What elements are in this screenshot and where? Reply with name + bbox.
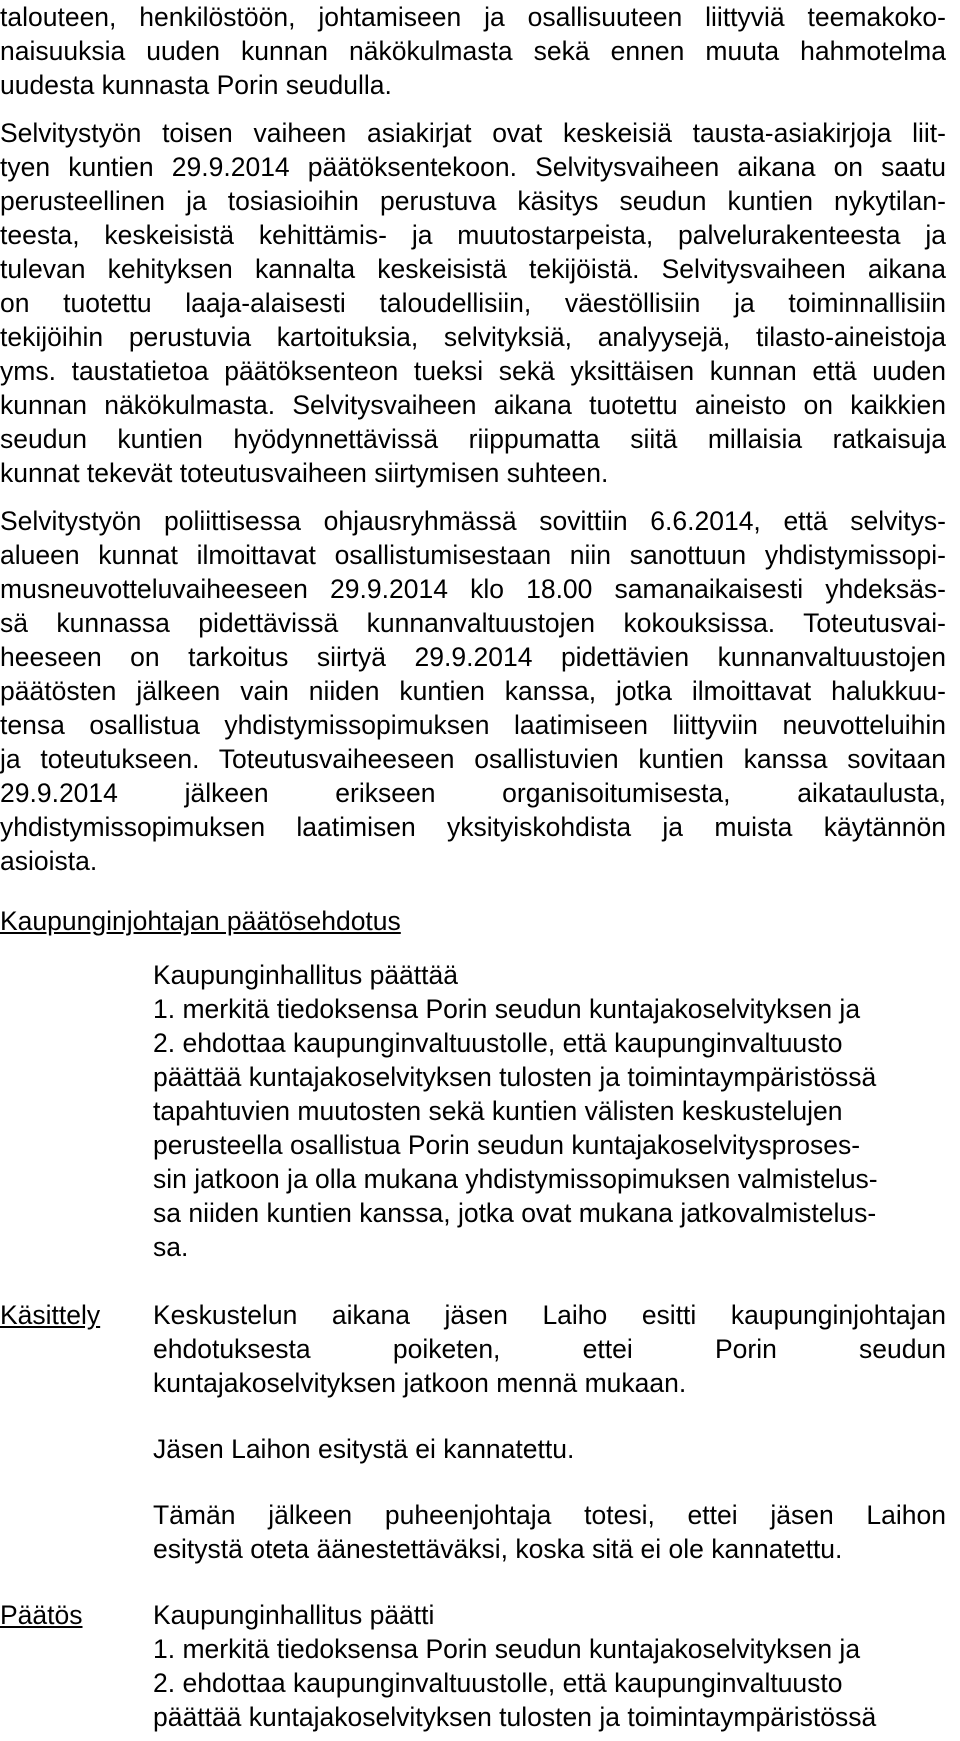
para2-line-3: perusteellinen ja tosiasioihin perustuva käsitys seudun kuntien nykytilan-: [0, 186, 946, 216]
para3-line-10: yhdistymissopimuksen laatimisen yksityiskohdista ja muista käytännön: [0, 812, 946, 842]
handling-p1-line-3: kuntajakoselvityksen jatkoon mennä mukaan.: [153, 1368, 687, 1398]
para3-line-11: asioista.: [0, 846, 98, 876]
proposal-heading: Kaupunginjohtajan päätösehdotus: [0, 906, 401, 936]
para2-line-9: kunnan näkökulmasta. Selvitysvaiheen aikana tuotettu aineisto on kaikkien: [0, 390, 946, 420]
para2-line-10: seudun kuntien hyödynnettävissä riippumatta siitä millaisia ratkaisuja: [0, 424, 946, 454]
para2-line-4: teesta, keskeisistä kehittämis- ja muutostarpeista, palvelurakenteesta ja: [0, 220, 946, 250]
decision-line-4: päättää kuntajakoselvityksen tulosten ja toimintaympäristössä: [153, 1702, 877, 1732]
para3-line-1: Selvitystyön poliittisessa ohjausryhmässä sovittiin 6.6.2014, että selvitys-: [0, 506, 946, 536]
decision-label: Päätös: [0, 1600, 83, 1630]
proposal-line-3: 2. ehdottaa kaupunginvaltuustolle, että kaupunginvaltuusto: [153, 1028, 843, 1058]
handling-label: Käsittely: [0, 1300, 101, 1330]
handling-p2: Jäsen Laihon esitystä ei kannatettu.: [153, 1434, 575, 1464]
intro-line-1: talouteen, henkilöstöön, johtamiseen ja osallisuuteen liittyviä teemakoko-: [0, 2, 946, 32]
para2-line-2: tyen kuntien 29.9.2014 päätöksentekoon. Selvitysvaiheen aikana on saatu: [0, 152, 946, 182]
intro-line-3: uudesta kunnasta Porin seudulla.: [0, 70, 392, 100]
para2-line-11: kunnat tekevät toteutusvaiheen siirtymisen suhteen.: [0, 458, 609, 488]
para2-line-8: yms. taustatietoa päätöksenteon tueksi sekä yksittäisen kunnan että uuden: [0, 356, 946, 386]
para2-line-7: tekijöihin perustuvia kartoituksia, selvityksiä, analyysejä, tilasto-aineistoja: [0, 322, 946, 352]
proposal-line-9: sa.: [153, 1232, 189, 1262]
handling-p3-line-1: Tämän jälkeen puheenjohtaja totesi, ettei jäsen Laihon: [153, 1500, 946, 1530]
para3-line-2: alueen kunnat ilmoittavat osallistumisestaan niin sanottuun yhdistymissopi-: [0, 540, 946, 570]
para3-line-4: sä kunnassa pidettävissä kunnanvaltuustojen kokouksissa. Toteutusvai-: [0, 608, 946, 638]
proposal-line-4: päättää kuntajakoselvityksen tulosten ja toimintaympäristössä: [153, 1062, 877, 1092]
para3-line-6: päätösten jälkeen vain niiden kuntien kanssa, jotka ilmoittavat halukkuu-: [0, 676, 946, 706]
intro-line-2: naisuuksia uuden kunnan näkökulmasta sekä ennen muuta hahmotelma: [0, 36, 946, 66]
proposal-line-8: sa niiden kuntien kanssa, jotka ovat mukana jatkovalmistelus-: [153, 1198, 877, 1228]
para3-line-8: ja toteutukseen. Toteutusvaiheeseen osallistuvien kuntien kanssa sovitaan: [0, 744, 946, 774]
proposal-line-2: 1. merkitä tiedoksensa Porin seudun kuntajakoselvityksen ja: [153, 994, 861, 1024]
handling-p1-line-2: ehdotuksesta poiketen, ettei Porin seudun: [153, 1334, 946, 1364]
proposal-line-7: sin jatkoon ja olla mukana yhdistymissopimuksen valmistelus-: [153, 1164, 878, 1194]
proposal-line-6: perusteella osallistua Porin seudun kuntajakoselvitysproses-: [153, 1130, 861, 1160]
para2-line-5: tulevan kehityksen kannalta keskeisistä tekijöistä. Selvitysvaiheen aikana: [0, 254, 946, 284]
handling-p1-line-1: Keskustelun aikana jäsen Laiho esitti kaupunginjohtajan: [153, 1300, 946, 1330]
para2-line-6: on tuotettu laaja-alaisesti taloudellisiin, väestöllisiin ja toiminnallisiin: [0, 288, 946, 318]
para3-line-3: musneuvotteluvaiheeseen 29.9.2014 klo 18.00 samanaikaisesti yhdeksäs-: [0, 574, 946, 604]
para3-line-5: heeseen on tarkoitus siirtyä 29.9.2014 pidettävien kunnanvaltuustojen: [0, 642, 946, 672]
decision-line-2: 1. merkitä tiedoksensa Porin seudun kuntajakoselvityksen ja: [153, 1634, 861, 1664]
proposal-line-1: Kaupunginhallitus päättää: [153, 960, 458, 990]
para3-line-9: 29.9.2014 jälkeen erikseen organisoitumisesta, aikataulusta,: [0, 778, 946, 808]
proposal-line-5: tapahtuvien muutosten sekä kuntien välisten keskustelujen: [153, 1096, 843, 1126]
para3-line-7: tensa osallistua yhdistymissopimuksen laatimiseen liittyviin neuvotteluihin: [0, 710, 946, 740]
decision-line-1: Kaupunginhallitus päätti: [153, 1600, 435, 1630]
decision-line-3: 2. ehdottaa kaupunginvaltuustolle, että kaupunginvaltuusto: [153, 1668, 843, 1698]
handling-p3-line-2: esitystä oteta äänestettäväksi, koska sitä ei ole kannatettu.: [153, 1534, 843, 1564]
para2-line-1: Selvitystyön toisen vaiheen asiakirjat ovat keskeisiä tausta-asiakirjoja liit-: [0, 118, 946, 148]
